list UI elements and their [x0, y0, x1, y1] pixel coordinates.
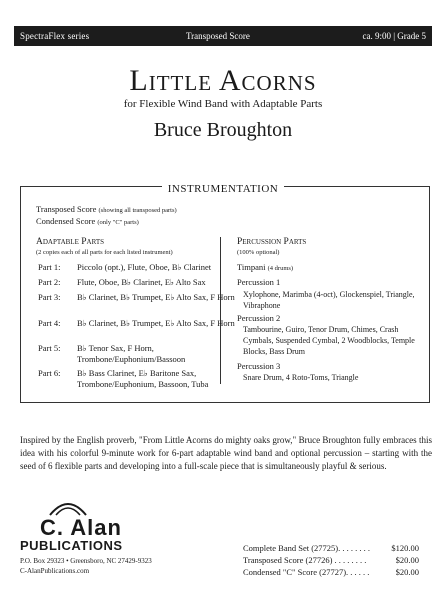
price-row: Condensed "C" Score (27727). . . . . . $20.00 — [243, 567, 419, 577]
publisher-address: P.O. Box 29323 • Greensboro, NC 27429-9323 — [20, 557, 152, 565]
work-description: Inspired by the English proverb, "From Little Acorns do mighty oaks grow," Bruce Broughton fully embraces this idea with his colorful 9-minute work for 6-part adaptable wind band and optional percussion – starting with the seed of 6 flexible parts and developing into a full-scale piece that is simultaneously playful & serious. — [20, 435, 432, 471]
duration-grade: ca. 9:00 | Grade 5 — [362, 31, 426, 41]
composer-name: Bruce Broughton — [153, 119, 293, 141]
percussion-group-name: Percussion 1 — [237, 277, 281, 287]
series-name: SpectraFlex series — [20, 31, 90, 41]
work-title: Little Acorns — [129, 64, 317, 97]
publisher-logo-icon — [48, 497, 88, 517]
adaptable-parts-heading: Adaptable Parts — [36, 237, 104, 247]
score-type: Transposed Score — [186, 31, 250, 41]
percussion-parts-note: (100% optional) — [237, 249, 280, 256]
percussion-group-name: Percussion 2 — [237, 313, 281, 323]
percussion-group-instruments: Tambourine, Guiro, Tenor Drum, Chimes, Crash Cymbals, Suspended Cymbal, 2 Woodblocks, Temple Blocks, Bass Drum — [243, 325, 415, 356]
percussion-group-instruments: Xylophone, Marimba (4-oct), Glockenspiel, Triangle, Vibraphone — [243, 290, 415, 310]
publisher-website: C-AlanPublications.com — [20, 567, 90, 575]
percussion-group-name: Percussion 3 — [237, 361, 281, 371]
instrumentation-heading: INSTRUMENTATION — [0, 179, 446, 197]
series-banner — [14, 26, 432, 46]
work-subtitle: for Flexible Wind Band with Adaptable Parts — [123, 98, 323, 110]
percussion-parts-heading: Percussion Parts — [237, 237, 307, 247]
percussion-group-instruments: Snare Drum, 4 Roto-Toms, Triangle — [243, 373, 359, 382]
timpani-line: Timpani (4 drums) — [237, 262, 294, 272]
price-row: Complete Band Set (27725). . . . . . . . $120.00 — [243, 543, 419, 553]
transposed-score-line: Transposed Score (showing all transposed parts) — [36, 204, 177, 214]
publisher-name: C. Alan — [40, 515, 122, 540]
price-row: Transposed Score (27726) . . . . . . . . $20.00 — [243, 555, 419, 565]
adaptable-parts-note: (2 copies each of all parts for each listed instrument) — [36, 249, 173, 256]
publisher-name-line2: PUBLICATIONS — [20, 538, 123, 553]
condensed-score-line: Condensed Score (only "C" parts) — [36, 216, 139, 226]
